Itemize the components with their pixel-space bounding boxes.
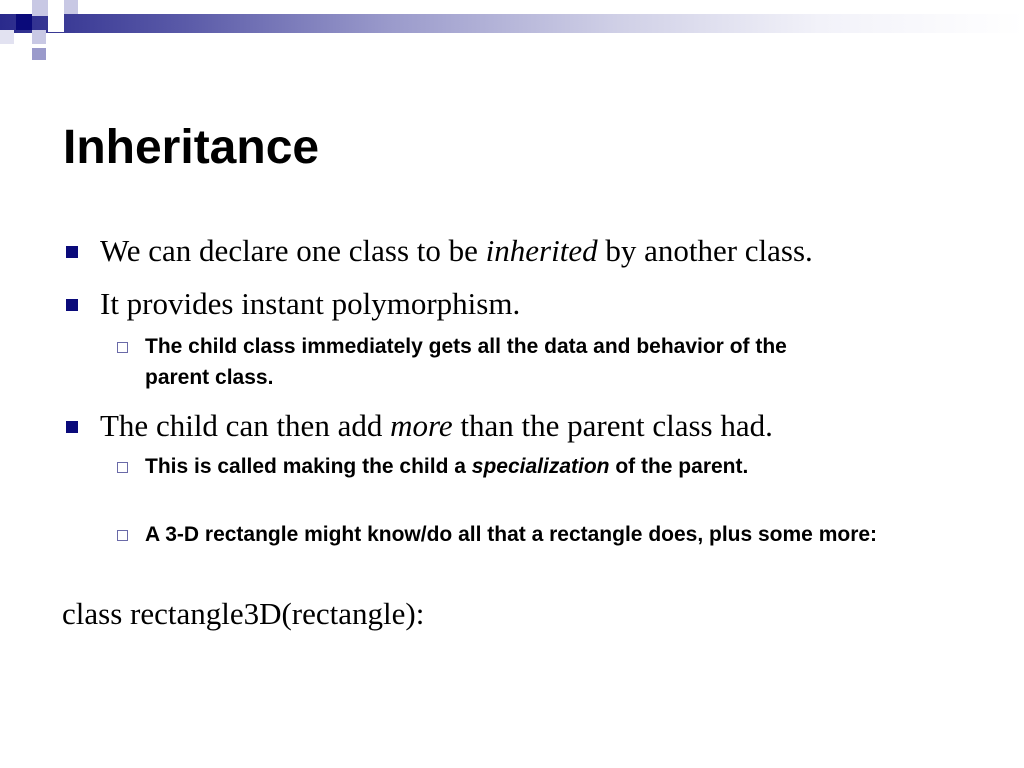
header-square-decoration — [48, 14, 64, 32]
emphasis: specialization — [471, 455, 610, 478]
header-square-decoration — [16, 14, 32, 30]
bullet-text: We can declare one class to be inherited by another class. — [100, 233, 813, 268]
header-square-decoration — [32, 0, 48, 16]
header-square-decoration — [64, 0, 78, 14]
sub-bullet-text: This is called making the child a specialization of the parent. — [145, 455, 749, 478]
hollow-square-bullet-icon — [117, 462, 128, 473]
square-bullet-icon — [66, 299, 78, 311]
sub-bullet-text: The child class immediately gets all the data and behavior of the parent class. — [145, 335, 787, 389]
header-square-decoration — [32, 48, 46, 60]
hollow-square-bullet-icon — [117, 530, 128, 541]
square-bullet-icon — [66, 421, 78, 433]
bullet-text: It provides instant polymorphism. — [100, 286, 521, 321]
slide-title: Inheritance — [63, 121, 320, 174]
header-square-decoration — [32, 30, 46, 44]
code-line: class rectangle3D(rectangle): — [62, 596, 425, 631]
header-square-decoration — [0, 30, 14, 44]
sub-bullet-text: A 3-D rectangle might know/do all that a rectangle does, plus some more: — [145, 523, 878, 546]
emphasis: more — [390, 408, 453, 443]
bullet-text: The child can then add more than the parent class had. — [100, 408, 773, 443]
square-bullet-icon — [66, 246, 78, 258]
hollow-square-bullet-icon — [117, 342, 128, 353]
header-gradient-bar — [0, 14, 1024, 33]
emphasis: inherited — [485, 233, 598, 268]
